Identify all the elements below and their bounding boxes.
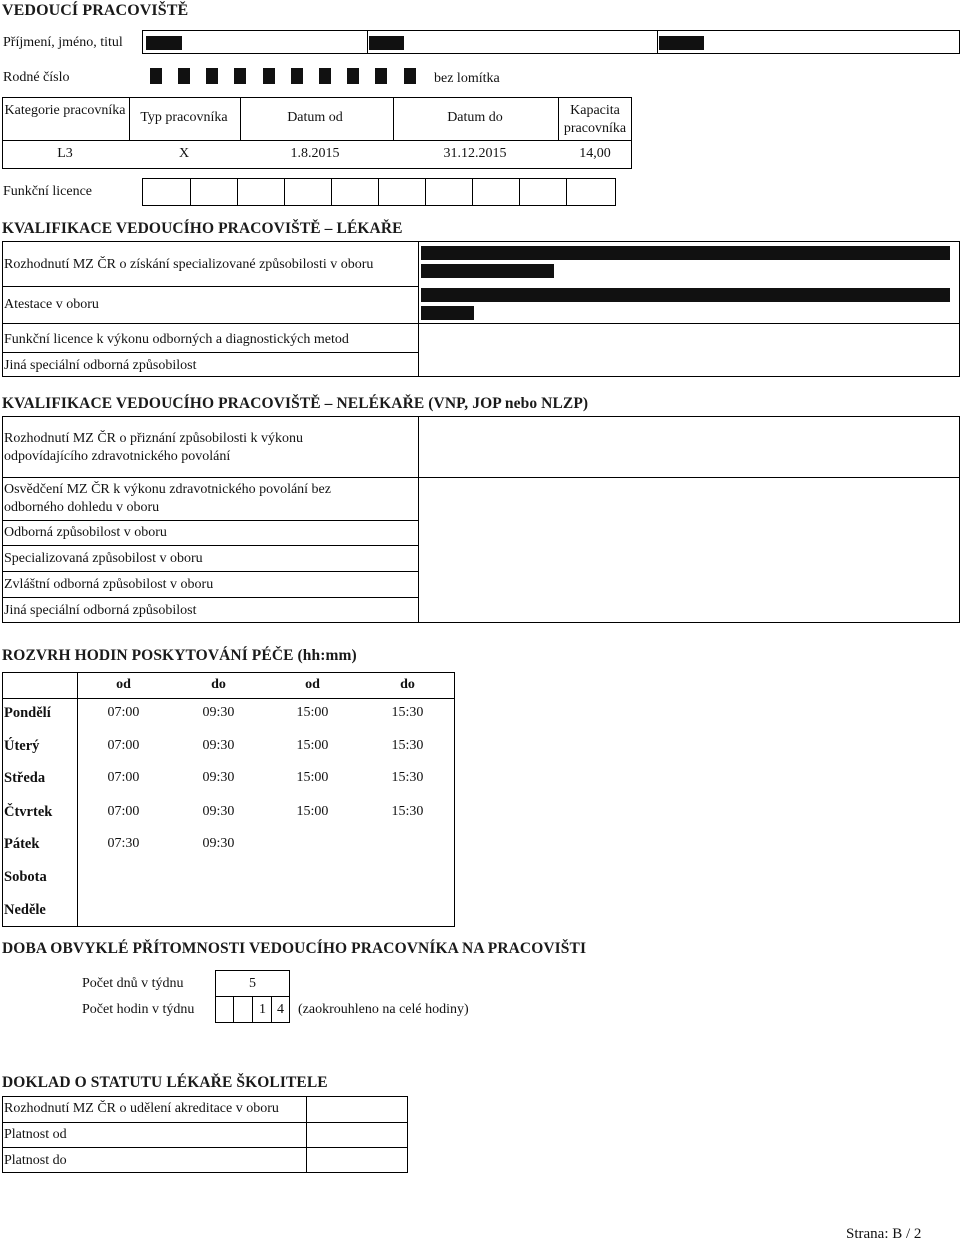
schedule-cell: 15:00 <box>296 705 329 720</box>
schedule-cell: 07:30 <box>107 836 140 851</box>
capacity-header-date-to: Datum do <box>447 110 503 125</box>
presence-title: DOBA OBVYKLÉ PŘÍTOMNOSTI VEDOUCÍHO PRACOVNÍKA NA PRACOVIŠTI <box>2 940 587 957</box>
schedule-cell: 09:30 <box>202 836 235 851</box>
schedule-cell: 09:30 <box>202 770 235 785</box>
nondoctor-row-professional: Odborná způsobilost v oboru <box>4 525 167 540</box>
redaction-block <box>421 306 474 320</box>
redaction-block <box>659 36 704 50</box>
license-field[interactable] <box>142 178 616 206</box>
capacity-value-date-from: 1.8.2015 <box>290 146 340 161</box>
section-title-head: VEDOUCÍ PRACOVIŠTĚ <box>2 2 189 19</box>
schedule-cell: 09:30 <box>202 804 235 819</box>
redaction-block <box>421 264 554 278</box>
schedule-header-from-1: od <box>116 677 131 692</box>
nondoctor-qual-title: KVALIFIKACE VEDOUCÍHO PRACOVIŠTĚ – NELÉKAŘE (VNP, JOP nebo NLZP) <box>2 395 589 412</box>
presence-days-label: Počet dnů v týdnu <box>82 976 184 991</box>
doctor-qual-row-attestation: Atestace v oboru <box>4 297 99 312</box>
presence-hours-note: (zaokrouhleno na celé hodiny) <box>298 1002 469 1017</box>
redaction-block <box>146 36 182 50</box>
capacity-header-date-from: Datum od <box>287 110 343 125</box>
schedule-day-thursday: Čtvrtek <box>4 804 53 820</box>
schedule-header-to-2: do <box>400 677 415 692</box>
name-field[interactable] <box>142 30 960 54</box>
schedule-cell: 07:00 <box>107 738 140 753</box>
schedule-day-sunday: Neděle <box>4 902 46 918</box>
nondoctor-row-certificate-1: Osvědčení MZ ČR k výkonu zdravotnického povolání bez <box>4 482 331 497</box>
capacity-header-capacity: Kapacita pracovníka <box>563 103 627 136</box>
schedule-cell: 15:30 <box>391 804 424 819</box>
capacity-header-type: Typ pracovníka <box>140 110 228 125</box>
capacity-value-type: X <box>178 146 190 161</box>
schedule-cell: 15:30 <box>391 738 424 753</box>
nondoctor-row-special: Zvláštní odborná způsobilost v oboru <box>4 577 214 592</box>
schedule-cell: 07:00 <box>107 804 140 819</box>
nondoctor-row-other: Jiná speciální odborná způsobilost <box>4 603 197 618</box>
presence-hours-digit-1: 1 <box>259 1002 266 1017</box>
doctor-qual-row-other: Jiná speciální odborná způsobilost <box>4 358 197 373</box>
redaction-block <box>369 36 404 50</box>
schedule-cell: 15:30 <box>391 770 424 785</box>
nondoctor-row-decision-2: odpovídajícího zdravotnického povolání <box>4 449 231 464</box>
nondoctor-row-certificate-2: odborného dohledu v oboru <box>4 500 160 515</box>
schedule-day-monday: Pondělí <box>4 705 51 721</box>
nondoctor-row-decision-1: Rozhodnutí MZ ČR o přiznání způsobilosti k výkonu <box>4 431 304 446</box>
name-label: Příjmení, jméno, titul <box>3 35 123 50</box>
schedule-cell: 15:00 <box>296 738 329 753</box>
schedule-day-friday: Pátek <box>4 836 40 852</box>
schedule-day-wednesday: Středa <box>4 770 46 786</box>
birth-number-note: bez lomítka <box>434 71 500 86</box>
schedule-cell: 07:00 <box>107 705 140 720</box>
schedule-cell: 15:30 <box>391 705 424 720</box>
redaction-block <box>421 288 950 302</box>
schedule-day-tuesday: Úterý <box>4 738 40 754</box>
trainer-row-valid-from: Platnost od <box>4 1127 67 1142</box>
capacity-value-category: L3 <box>57 146 73 161</box>
doctor-qual-row-decision: Rozhodnutí MZ ČR o získání specializované způsobilosti v oboru <box>4 257 374 272</box>
license-label: Funkční licence <box>3 184 93 199</box>
doctor-qual-row-license: Funkční licence k výkonu odborných a diagnostických metod <box>4 332 349 347</box>
trainer-title: DOKLAD O STATUTU LÉKAŘE ŠKOLITELE <box>2 1074 328 1091</box>
capacity-value-capacity: 14,00 <box>579 146 611 161</box>
trainer-row-accreditation: Rozhodnutí MZ ČR o udělení akreditace v oboru <box>4 1101 279 1116</box>
doctor-qual-title: KVALIFIKACE VEDOUCÍHO PRACOVIŠTĚ – LÉKAŘE <box>2 220 403 237</box>
presence-hours-label: Počet hodin v týdnu <box>82 1002 195 1017</box>
nondoctor-row-specialized: Specializovaná způsobilost v oboru <box>4 551 203 566</box>
schedule-header-from-2: od <box>305 677 320 692</box>
presence-hours-digit-2: 4 <box>277 1002 284 1017</box>
schedule-cell: 15:00 <box>296 804 329 819</box>
schedule-day-saturday: Sobota <box>4 869 47 885</box>
schedule-title: ROZVRH HODIN POSKYTOVÁNÍ PÉČE (hh:mm) <box>2 647 357 664</box>
birth-number-label: Rodné číslo <box>3 70 70 85</box>
capacity-value-date-to: 31.12.2015 <box>443 146 507 161</box>
schedule-cell: 15:00 <box>296 770 329 785</box>
trainer-row-valid-to: Platnost do <box>4 1153 67 1168</box>
schedule-cell: 09:30 <box>202 738 235 753</box>
page-number: Strana: B / 2 <box>846 1226 922 1242</box>
presence-days-value: 5 <box>249 976 256 991</box>
schedule-header-to-1: do <box>211 677 226 692</box>
capacity-header-category: Kategorie pracovníka <box>4 103 126 118</box>
redaction-block <box>421 246 950 260</box>
schedule-cell: 09:30 <box>202 705 235 720</box>
schedule-cell: 07:00 <box>107 770 140 785</box>
